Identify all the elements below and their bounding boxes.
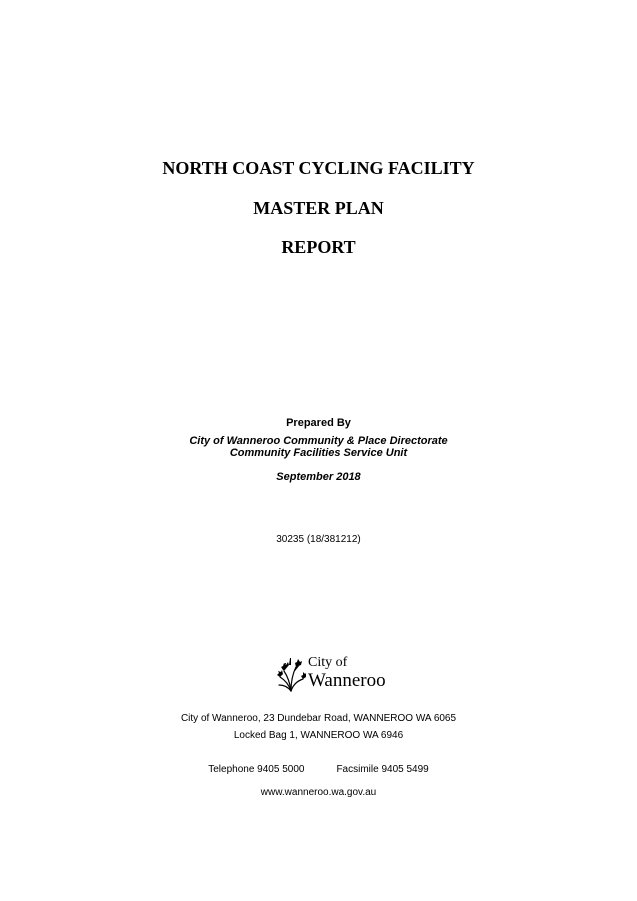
city-of-wanneroo-logo xyxy=(276,655,396,695)
document-reference: 30235 (18/381212) xyxy=(276,534,361,545)
prepared-org-line-1: City of Wanneroo Community & Place Directorate xyxy=(189,435,448,447)
prepared-by-label: Prepared By xyxy=(286,417,351,429)
title-line-3: REPORT xyxy=(281,237,356,257)
logo-city-of: City of xyxy=(308,655,348,670)
wanneroo-emblem-icon xyxy=(276,657,306,693)
prepared-org-line-2: Community Facilities Service Unit xyxy=(229,447,408,459)
contact-postal: Locked Bag 1, WANNEROO WA 6946 xyxy=(233,730,404,741)
contact-phone-fax-row xyxy=(0,763,637,776)
logo-wanneroo: Wanneroo xyxy=(308,670,386,691)
contact-telephone: Telephone 9405 5000 xyxy=(208,764,305,775)
contact-website[interactable]: www.wanneroo.wa.gov.au xyxy=(260,787,377,798)
title-line-2: MASTER PLAN xyxy=(253,198,384,218)
title-line-1: NORTH COAST CYCLING FACILITY xyxy=(162,158,475,178)
contact-facsimile: Facsimile 9405 5499 xyxy=(336,764,429,775)
prepared-date: September 2018 xyxy=(276,471,361,483)
contact-address: City of Wanneroo, 23 Dundebar Road, WANNEROO WA 6065 xyxy=(180,713,457,724)
